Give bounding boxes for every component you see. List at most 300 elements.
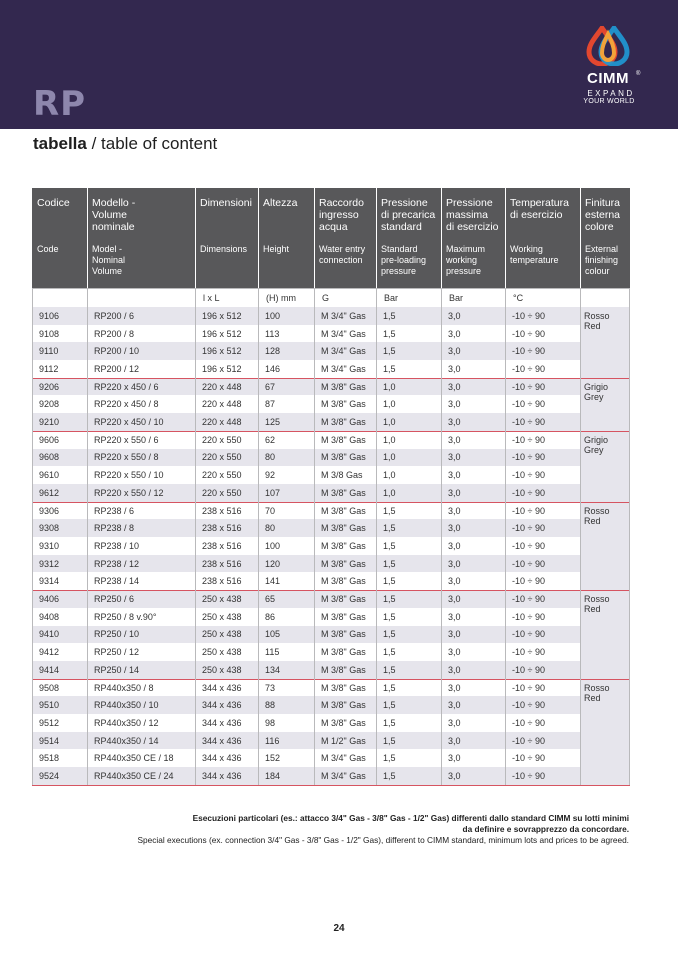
header-label-it: Modello - Volume nominale	[92, 197, 136, 233]
column-divider	[580, 288, 581, 785]
table-cell: -10 ÷ 90	[512, 487, 545, 498]
finish-it: Rosso	[584, 311, 610, 321]
title-rest: / table of content	[86, 134, 218, 153]
table-cell: RP238 / 10	[94, 540, 140, 551]
unit-cell: (H) mm	[266, 292, 296, 303]
table-cell: 1,0	[383, 399, 396, 410]
table-row	[32, 431, 580, 449]
table-cell: 9108	[39, 328, 60, 339]
page-title	[33, 134, 217, 154]
table-cell: -10 ÷ 90	[512, 700, 545, 711]
table-cell: 1,5	[383, 735, 396, 746]
table-cell: 3,0	[448, 540, 461, 551]
column-divider	[87, 288, 88, 785]
table-row	[32, 378, 580, 396]
header-label-en: External finishing colour	[585, 244, 619, 276]
table-row	[32, 307, 580, 325]
table-cell: 9112	[39, 363, 59, 374]
table-row	[32, 767, 580, 785]
table-cell: RP440x350 CE / 18	[94, 753, 174, 764]
column-divider	[314, 288, 315, 785]
table-cell: 1,5	[383, 611, 396, 622]
title-bold: tabella	[33, 134, 87, 153]
table-cell: -10 ÷ 90	[512, 717, 545, 728]
registered-mark: ®	[636, 71, 641, 77]
table-cell: M 3/4" Gas	[321, 363, 366, 374]
table-cell: 344 x 436	[202, 682, 242, 693]
table-cell: 1,5	[383, 647, 396, 658]
table-cell: M 3/8" Gas	[321, 558, 366, 569]
table-cell: 9208	[39, 399, 60, 410]
column-divider	[629, 288, 630, 785]
unit-cell: Bar	[384, 292, 399, 303]
table-cell: -10 ÷ 90	[512, 735, 545, 746]
table-cell: 3,0	[448, 381, 461, 392]
table-cell: 1,5	[383, 505, 396, 516]
header-label-en: Water entry connection	[319, 244, 366, 265]
table-cell: M 3/8 Gas	[321, 470, 363, 481]
header-label-it: Finitura esterna colore	[585, 197, 621, 233]
finish-it: Grigio	[584, 381, 609, 392]
table-row	[32, 502, 580, 520]
table-cell: 134	[265, 664, 281, 675]
unit-cell: G	[322, 292, 330, 303]
header-label-it: Pressione massima di esercizio	[446, 197, 499, 233]
note-it-line1: Esecuzioni particolari (es.: attacco 3/4" Gas - 3/8" Gas - 1/2" Gas) differenti dallo standard CIMM su lotti minimi	[192, 813, 629, 823]
table-cell: 344 x 436	[202, 753, 242, 764]
header-divider	[87, 188, 88, 288]
header-divider	[580, 188, 581, 288]
header-cell	[580, 188, 630, 288]
table-cell: 1,5	[383, 682, 396, 693]
finish-cell	[580, 307, 630, 378]
table-cell: 9206	[39, 381, 60, 392]
table-cell: M 3/8" Gas	[321, 417, 366, 428]
table-cell: 9508	[39, 682, 60, 693]
column-divider	[505, 288, 506, 785]
table-cell: M 3/8" Gas	[321, 682, 366, 693]
table-cell: 3,0	[448, 470, 461, 481]
table-cell: RP440x350 / 12	[94, 717, 159, 728]
table-cell: 9410	[39, 629, 60, 640]
table-cell: 80	[265, 523, 276, 534]
table-cell: 80	[265, 452, 276, 463]
table-cell: -10 ÷ 90	[512, 346, 545, 357]
table-cell: 3,0	[448, 753, 461, 764]
table-cell: M 3/8" Gas	[321, 700, 366, 711]
table-cell: M 3/8" Gas	[321, 399, 366, 410]
table-cell: M 3/8" Gas	[321, 717, 366, 728]
table-cell: 88	[265, 700, 276, 711]
table-row	[32, 325, 580, 343]
table-cell: RP220 x 450 / 8	[94, 399, 159, 410]
table-cell: 220 x 448	[202, 417, 242, 428]
flame-drop-icon	[585, 26, 631, 66]
table-cell: M 3/8" Gas	[321, 452, 366, 463]
header-label-en: Maximum working pressure	[446, 244, 486, 276]
column-divider	[258, 288, 259, 785]
table-cell: 1,0	[383, 381, 396, 392]
group-separator	[32, 679, 630, 680]
table-cell: 9110	[39, 346, 59, 357]
column-divider	[441, 288, 442, 785]
table-cell: 9306	[39, 505, 60, 516]
header-divider	[195, 188, 196, 288]
table-cell: 3,0	[448, 700, 461, 711]
table-cell: 250 x 438	[202, 664, 242, 675]
table-cell: -10 ÷ 90	[512, 611, 545, 622]
table-cell: 9412	[39, 647, 60, 658]
table-cell: RP440x350 CE / 24	[94, 771, 174, 782]
table-cell: 1,5	[383, 753, 396, 764]
table-cell: 3,0	[448, 735, 461, 746]
table-cell: 3,0	[448, 576, 461, 587]
table-cell: 196 x 512	[202, 346, 242, 357]
table-cell: RP200 / 6	[94, 310, 135, 321]
header-cell	[314, 188, 376, 288]
header-cell	[32, 188, 87, 288]
table-cell: -10 ÷ 90	[512, 771, 545, 782]
header-banner	[0, 0, 678, 129]
unit-cell: l x L	[203, 292, 220, 303]
table-cell: -10 ÷ 90	[512, 629, 545, 640]
table-cell: M 3/8" Gas	[321, 505, 366, 516]
table-cell: -10 ÷ 90	[512, 328, 545, 339]
table-cell: 238 x 516	[202, 558, 242, 569]
table-cell: RP250 / 14	[94, 664, 140, 675]
table-cell: 344 x 436	[202, 700, 242, 711]
table-cell: 1,0	[383, 487, 396, 498]
table-cell: 3,0	[448, 452, 461, 463]
table-cell: -10 ÷ 90	[512, 540, 545, 551]
table-cell: -10 ÷ 90	[512, 647, 545, 658]
table-row	[32, 626, 580, 644]
table-cell: 86	[265, 611, 276, 622]
table-cell: 1,5	[383, 363, 396, 374]
group-separator	[32, 378, 630, 379]
header-cell	[258, 188, 314, 288]
table-cell: 70	[265, 505, 276, 516]
table-cell: 196 x 512	[202, 328, 242, 339]
table-cell: 9314	[39, 576, 60, 587]
table-cell: 1,5	[383, 328, 396, 339]
table-cell: M 3/8" Gas	[321, 611, 366, 622]
header-cell	[87, 188, 195, 288]
table-cell: 125	[265, 417, 281, 428]
table-cell: -10 ÷ 90	[512, 417, 545, 428]
table-cell: -10 ÷ 90	[512, 310, 545, 321]
table-cell: -10 ÷ 90	[512, 452, 545, 463]
table-cell: -10 ÷ 90	[512, 594, 545, 605]
table-row	[32, 714, 580, 732]
table-cell: 220 x 448	[202, 381, 242, 392]
table-cell: 146	[265, 363, 281, 374]
table-cell: 238 x 516	[202, 576, 242, 587]
table-cell: 9106	[39, 310, 60, 321]
table-cell: M 3/8" Gas	[321, 523, 366, 534]
table-row	[32, 732, 580, 750]
table-cell: 1,5	[383, 700, 396, 711]
table-cell: 1,5	[383, 558, 396, 569]
table-cell: 3,0	[448, 363, 461, 374]
table-cell: -10 ÷ 90	[512, 470, 545, 481]
table-cell: RP220 x 550 / 10	[94, 470, 164, 481]
column-divider	[195, 288, 196, 785]
table-cell: 3,0	[448, 647, 461, 658]
table-cell: M 1/2" Gas	[321, 735, 366, 746]
table-cell: 220 x 448	[202, 399, 242, 410]
table-cell: 1,5	[383, 629, 396, 640]
finish-cell	[580, 590, 630, 679]
table-cell: 92	[265, 470, 276, 481]
table-cell: M 3/4" Gas	[321, 346, 366, 357]
table-cell: RP220 x 450 / 10	[94, 417, 164, 428]
table-row	[32, 750, 580, 768]
table-cell: RP250 / 10	[94, 629, 140, 640]
table-cell: RP238 / 14	[94, 576, 140, 587]
table-cell: 128	[265, 346, 281, 357]
table-cell: 1,5	[383, 523, 396, 534]
brand-logo	[578, 26, 648, 110]
table-cell: 116	[265, 735, 280, 746]
table-cell: 1,0	[383, 434, 396, 445]
finish-cell	[580, 502, 630, 591]
finish-cell	[580, 431, 630, 502]
header-label-it: Altezza	[263, 197, 298, 209]
table-cell: 9514	[39, 735, 60, 746]
header-label-it: Pressione di precarica standard	[381, 197, 436, 233]
header-label-en: Code	[37, 244, 59, 254]
group-separator	[32, 502, 630, 503]
table-row	[32, 643, 580, 661]
table-cell: RP250 / 12	[94, 647, 140, 658]
table-cell: RP220 x 450 / 6	[94, 381, 159, 392]
table-cell: 9312	[39, 558, 60, 569]
table-cell: RP238 / 8	[94, 523, 135, 534]
table-cell: M 3/8" Gas	[321, 664, 366, 675]
table-cell: 3,0	[448, 310, 461, 321]
table-cell: M 3/8" Gas	[321, 647, 366, 658]
table-cell: -10 ÷ 90	[512, 558, 545, 569]
table-cell: -10 ÷ 90	[512, 664, 545, 675]
table-cell: 3,0	[448, 346, 461, 357]
header-label-en: Height	[263, 244, 290, 254]
table-cell: 1,5	[383, 540, 396, 551]
table-cell: 100	[265, 310, 281, 321]
finish-en: Red	[584, 515, 601, 526]
table-row	[32, 555, 580, 573]
table-cell: 344 x 436	[202, 735, 242, 746]
column-divider	[376, 288, 377, 785]
note-it-line2: da definire e sovrapprezzo da concordare.	[462, 824, 629, 834]
table-cell: 196 x 512	[202, 310, 242, 321]
table-row	[32, 696, 580, 714]
header-cell	[505, 188, 580, 288]
note-en: Special executions (ex. connection 3/4" Gas - 3/8" Gas - 1/2" Gas), different to CIMM standard, minimum lots and prices to be agreed.	[137, 835, 629, 845]
table-cell: 105	[265, 629, 281, 640]
table-cell: RP200 / 8	[94, 328, 135, 339]
table-cell: 238 x 516	[202, 540, 242, 551]
header-cell	[195, 188, 258, 288]
table-cell: 196 x 512	[202, 363, 242, 374]
product-table	[32, 188, 630, 785]
table-cell: M 3/8" Gas	[321, 576, 366, 587]
table-cell: 3,0	[448, 487, 461, 498]
finish-en: Red	[584, 321, 601, 331]
table-row	[32, 342, 580, 360]
table-cell: 1,0	[383, 417, 396, 428]
header-label-it: Raccordo ingresso acqua	[319, 197, 364, 233]
table-cell: -10 ÷ 90	[512, 434, 545, 445]
table-cell: -10 ÷ 90	[512, 682, 545, 693]
table-cell: M 3/8" Gas	[321, 434, 366, 445]
table-cell: RP200 / 10	[94, 346, 140, 357]
table-cell: 238 x 516	[202, 505, 242, 516]
table-row	[32, 519, 580, 537]
table-cell: 9308	[39, 523, 60, 534]
table-cell: 250 x 438	[202, 647, 242, 658]
table-cell: 3,0	[448, 611, 461, 622]
table-cell: RP440x350 / 8	[94, 682, 154, 693]
header-divider	[441, 188, 442, 288]
table-cell: 9610	[39, 470, 60, 481]
header-label-en: Model - Nominal Volume	[92, 244, 126, 276]
table-cell: 220 x 550	[202, 470, 242, 481]
table-cell: 62	[265, 434, 276, 445]
header-divider	[376, 188, 377, 288]
finish-it: Rosso	[584, 682, 610, 693]
table-cell: 1,5	[383, 576, 396, 587]
section-title: RP	[33, 84, 87, 124]
table-cell: -10 ÷ 90	[512, 363, 545, 374]
table-cell: 87	[265, 399, 276, 410]
table-bottom-border	[32, 785, 630, 786]
table-cell: M 3/8" Gas	[321, 629, 366, 640]
header-label-it: Temperatura di esercizio	[510, 197, 569, 221]
header-cell	[376, 188, 441, 288]
table-row	[32, 661, 580, 679]
table-cell: 1,5	[383, 664, 396, 675]
table-row	[32, 590, 580, 608]
brand-name: CIMM	[587, 70, 629, 87]
footnotes	[30, 813, 629, 846]
header-divider	[505, 188, 506, 288]
table-cell: 9408	[39, 611, 60, 622]
table-cell: M 3/4" Gas	[321, 771, 366, 782]
table-row	[32, 679, 580, 697]
table-cell: 9512	[39, 717, 60, 728]
header-label-it: Dimensioni	[200, 197, 252, 209]
table-cell: 73	[265, 682, 276, 693]
table-row	[32, 484, 580, 502]
finish-it: Grigio	[584, 434, 609, 445]
finish-units-cell	[580, 288, 630, 307]
table-cell: 9518	[39, 753, 60, 764]
table-cell: M 3/8" Gas	[321, 540, 366, 551]
table-cell: 1,0	[383, 470, 396, 481]
brand-tagline-1: EXPAND	[587, 89, 635, 98]
table-cell: 220 x 550	[202, 487, 242, 498]
finish-cell	[580, 679, 630, 785]
table-cell: 344 x 436	[202, 771, 242, 782]
table-cell: 3,0	[448, 682, 461, 693]
table-cell: 1,5	[383, 717, 396, 728]
table-row	[32, 466, 580, 484]
table-cell: 1,5	[383, 771, 396, 782]
table-cell: 107	[265, 487, 281, 498]
table-cell: RP440x350 / 10	[94, 700, 159, 711]
table-cell: 98	[265, 717, 276, 728]
table-cell: 9524	[39, 771, 60, 782]
table-cell: 250 x 438	[202, 629, 242, 640]
table-cell: 184	[265, 771, 281, 782]
table-cell: RP220 x 550 / 12	[94, 487, 164, 498]
table-cell: 250 x 438	[202, 594, 242, 605]
table-cell: 9414	[39, 664, 60, 675]
header-divider	[258, 188, 259, 288]
table-row	[32, 449, 580, 467]
table-row	[32, 573, 580, 591]
finish-en: Grey	[584, 391, 604, 402]
header-label-en: Dimensions	[200, 244, 248, 254]
brand-tagline-2: YOUR WORLD	[583, 98, 635, 105]
header-label-en: Working temperature	[510, 244, 559, 265]
table-cell: 115	[265, 647, 280, 658]
table-cell: 3,0	[448, 594, 461, 605]
table-cell: 1,0	[383, 452, 396, 463]
table-cell: 3,0	[448, 664, 461, 675]
table-cell: 250 x 438	[202, 611, 242, 622]
table-row	[32, 413, 580, 431]
table-cell: 67	[265, 381, 276, 392]
group-separator	[32, 590, 630, 591]
table-cell: RP238 / 12	[94, 558, 140, 569]
table-cell: RP220 x 550 / 8	[94, 452, 159, 463]
table-cell: 344 x 436	[202, 717, 242, 728]
table-cell: 3,0	[448, 328, 461, 339]
table-cell: 9310	[39, 540, 60, 551]
table-cell: 113	[265, 328, 280, 339]
page-number: 24	[333, 923, 345, 934]
table-cell: -10 ÷ 90	[512, 523, 545, 534]
table-row	[32, 396, 580, 414]
header-divider	[314, 188, 315, 288]
table-cell: 9612	[39, 487, 60, 498]
finish-en: Red	[584, 604, 601, 615]
finish-cell	[580, 378, 630, 431]
table-cell: RP220 x 550 / 6	[94, 434, 159, 445]
group-separator	[32, 431, 630, 432]
table-cell: M 3/4" Gas	[321, 753, 366, 764]
table-cell: 1,5	[383, 346, 396, 357]
table-cell: 3,0	[448, 771, 461, 782]
table-row	[32, 360, 580, 378]
table-cell: 3,0	[448, 717, 461, 728]
unit-cell: °C	[513, 292, 524, 303]
table-cell: 152	[265, 753, 281, 764]
header-cell	[441, 188, 505, 288]
table-row	[32, 608, 580, 626]
table-cell: 220 x 550	[202, 434, 242, 445]
table-cell: 9510	[39, 700, 60, 711]
table-cell: 65	[265, 594, 276, 605]
table-cell: M 3/8" Gas	[321, 594, 366, 605]
finish-en: Red	[584, 692, 601, 703]
units-divider	[32, 288, 630, 289]
table-cell: 9210	[39, 417, 60, 428]
units-row	[32, 288, 580, 307]
header-label-en: Standard pre-loading pressure	[381, 244, 427, 276]
